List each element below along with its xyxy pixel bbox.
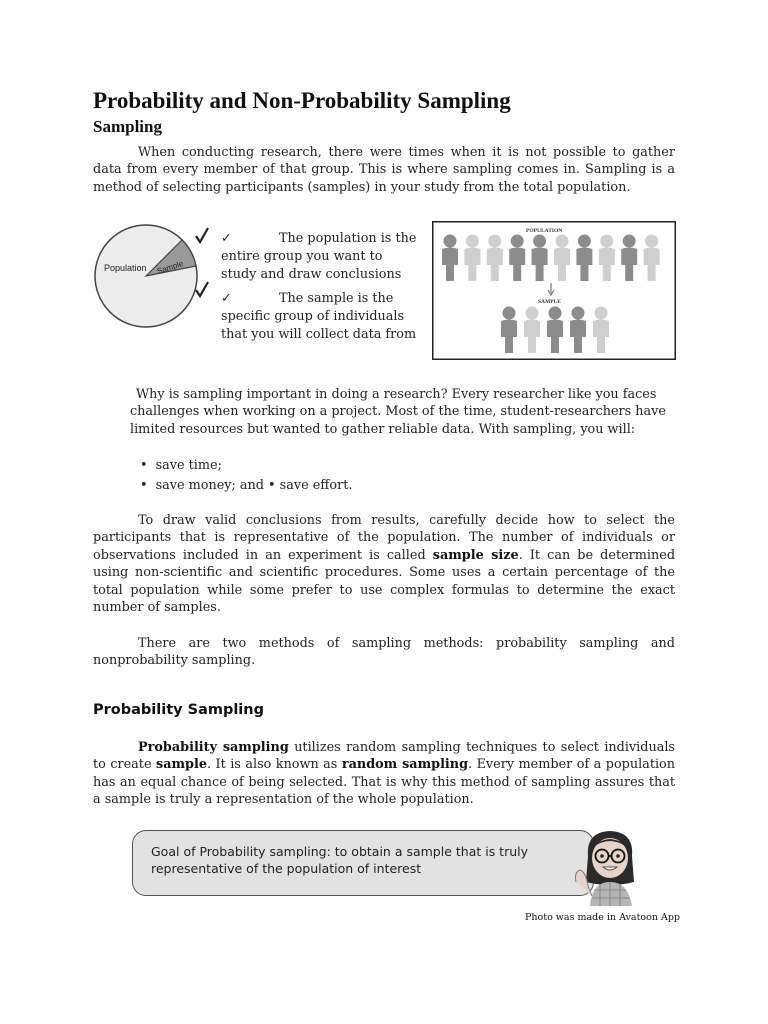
sampling-benefits-list: [140, 456, 352, 496]
methods-paragraph: There are two methods of sampling methods: probability sampling and nonprobability sampling.: [93, 636, 675, 669]
probability-sampling-paragraph: [93, 739, 675, 809]
checkmark-icon: ✓: [221, 231, 232, 246]
probability-sampling-heading: Probability Sampling: [93, 702, 264, 718]
sample-label: SAMPLE: [538, 299, 561, 305]
checklist-text: The sample is the specific group of individuals that you will collect data from: [221, 291, 417, 342]
sampling-intro-paragraph: When conducting research, there were times when it is not possible to gather data from every member of that group. This is where sampling comes in. Sampling is a method of selecting participants (samples) in your study from the total population.: [93, 145, 675, 195]
sample-size-paragraph: [93, 512, 675, 616]
checklist-item-population: [221, 230, 421, 284]
benefit-item: • save money; and • save effort.: [140, 476, 352, 496]
avatar-shirt: [590, 882, 632, 906]
sample-size-term: sample size: [432, 547, 519, 563]
text-run: . Every member of a population has an equal chance of being selected. That is why this method of sampling assures that a sample is truly a representation of the whole population.: [93, 757, 675, 808]
photo-credit: Photo was made in Avatoon App: [525, 912, 680, 923]
text-run: . It can be determined using non-scientific and scientific procedures. Some uses a certain percentage of the total population while some prefer to use complex formulas to determine the exact number of samples.: [93, 547, 676, 616]
term-sample: sample: [156, 757, 207, 773]
text-run: To draw valid conclusions from results, carefully decide how to select the participants that is representative of the population. The number of individuals or observations included in an experiment is called: [93, 513, 675, 563]
goal-callout-text: Goal of Probability sampling: to obtain a sample that is truly representative of the population of interest: [151, 844, 529, 876]
text-run: utilizes random sampling techniques to select individuals to create: [93, 740, 675, 773]
term-random-sampling: random sampling: [341, 757, 469, 773]
term-probability-sampling: Probability sampling: [138, 740, 289, 755]
teacher-avatar: [570, 826, 652, 906]
sampling-heading: Sampling: [93, 117, 162, 136]
why-sampling-paragraph: Why is sampling important in doing a research? Every researcher like you faces challenges when working on a project. Most of the time, student-researchers have limited resources but wanted to gather reliable data. With sampling, you will:: [130, 387, 666, 437]
check-mark-icon: [196, 228, 208, 242]
check-mark-icon: [196, 282, 208, 296]
page-title: Probability and Non-Probability Sampling: [93, 88, 511, 113]
checklist-item-sample: [221, 290, 421, 344]
checkmark-icon: ✓: [221, 291, 232, 306]
population-to-sample-figure: [432, 221, 676, 360]
population-sample-pie-figure: [88, 222, 218, 332]
population-label: POPULATION: [526, 228, 563, 234]
pie-population-label: Population: [104, 263, 147, 273]
text-run: . It is also known as: [207, 757, 342, 773]
pie-sample-label: Sample: [155, 258, 185, 276]
checklist-text: The population is the entire group you want to study and draw conclusions: [221, 231, 417, 282]
benefit-item: • save time;: [140, 456, 352, 476]
